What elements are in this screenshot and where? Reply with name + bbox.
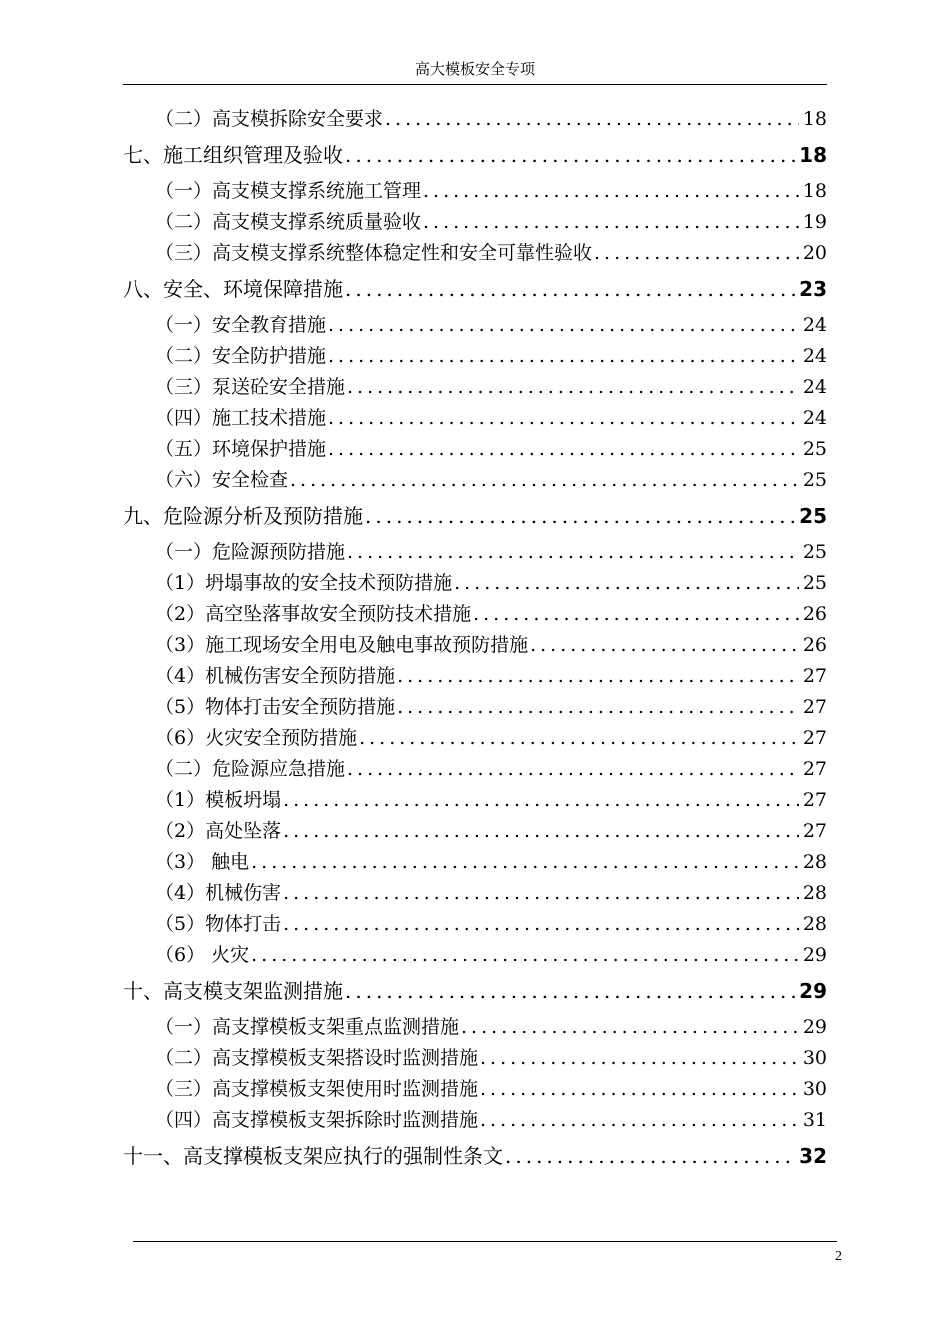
toc-chapter-entry[interactable]	[123, 1136, 827, 1177]
toc-entry-title: （三）高支模支撑系统整体稳定性和安全可靠性验收	[155, 242, 593, 264]
toc-section-entry[interactable]	[123, 878, 827, 909]
toc-dot-leader	[345, 537, 799, 568]
toc-entry-title: （2）高处坠落	[155, 820, 282, 842]
toc-dot-leader	[383, 104, 799, 135]
toc-section-entry[interactable]	[123, 723, 827, 754]
toc-section-entry[interactable]	[123, 341, 827, 372]
toc-entry-page: 30	[802, 1047, 827, 1069]
toc-entry-page: 27	[802, 665, 827, 687]
toc-section-entry[interactable]	[123, 403, 827, 434]
toc-dot-leader	[281, 785, 799, 816]
toc-dot-leader	[326, 341, 799, 372]
running-header	[123, 58, 827, 85]
toc-entry-title: 八、安全、环境保障措施	[123, 277, 343, 301]
toc-dot-leader	[345, 754, 799, 785]
toc-dot-leader	[395, 661, 799, 692]
toc-entry-page: 27	[802, 696, 827, 718]
toc-dot-leader	[326, 310, 799, 341]
table-of-contents	[123, 104, 827, 1177]
toc-section-entry[interactable]	[123, 310, 827, 341]
toc-entry-title: （6）火灾安全预防措施	[155, 727, 358, 749]
toc-entry-page: 26	[802, 634, 827, 656]
toc-entry-page: 20	[802, 242, 827, 264]
toc-dot-leader	[421, 176, 799, 207]
toc-section-entry[interactable]	[123, 847, 827, 878]
page-number: 2	[835, 1249, 842, 1264]
toc-entry-page: 24	[802, 407, 827, 429]
toc-entry-title: 七、施工组织管理及验收	[123, 143, 343, 167]
toc-dot-leader	[281, 878, 799, 909]
toc-dot-leader	[345, 372, 799, 403]
toc-dot-leader	[281, 816, 799, 847]
toc-dot-leader	[528, 630, 799, 661]
toc-dot-leader	[478, 1074, 799, 1105]
toc-entry-page: 26	[802, 603, 827, 625]
toc-entry-title: （三）高支撑模板支架使用时监测措施	[155, 1078, 479, 1100]
toc-entry-page: 28	[802, 913, 827, 935]
toc-entry-page: 24	[802, 345, 827, 367]
toc-section-entry[interactable]	[123, 661, 827, 692]
toc-dot-leader	[471, 599, 799, 630]
header-title: 高大模板安全专项	[414, 60, 535, 78]
toc-entry-title: （二）高支撑模板支架搭设时监测措施	[155, 1047, 479, 1069]
toc-dot-leader	[326, 403, 799, 434]
toc-section-entry[interactable]	[123, 372, 827, 403]
toc-section-entry[interactable]	[123, 599, 827, 630]
toc-entry-title: （四）施工技术措施	[155, 407, 327, 429]
toc-entry-page: 28	[802, 882, 827, 904]
toc-dot-leader	[343, 971, 795, 1012]
toc-entry-title: （5）物体打击	[155, 913, 282, 935]
footer-divider	[133, 1241, 837, 1242]
toc-entry-page: 18	[802, 108, 827, 130]
toc-entry-page: 32	[799, 1144, 827, 1168]
toc-entry-title: （6） 火灾	[155, 944, 250, 966]
toc-entry-title: （二）高支模支撑系统质量验收	[155, 211, 422, 233]
toc-entry-page: 31	[802, 1109, 827, 1131]
toc-chapter-entry[interactable]	[123, 971, 827, 1012]
toc-section-entry[interactable]	[123, 1012, 827, 1043]
toc-section-entry[interactable]	[123, 1074, 827, 1105]
toc-section-entry[interactable]	[123, 176, 827, 207]
toc-entry-page: 29	[802, 1016, 827, 1038]
toc-section-entry[interactable]	[123, 434, 827, 465]
toc-entry-page: 25	[799, 504, 827, 528]
toc-entry-page: 29	[799, 979, 827, 1003]
toc-section-entry[interactable]	[123, 754, 827, 785]
toc-section-entry[interactable]	[123, 568, 827, 599]
toc-entry-title: （4）机械伤害	[155, 882, 282, 904]
toc-entry-title: （一）高支模支撑系统施工管理	[155, 180, 422, 202]
toc-section-entry[interactable]	[123, 238, 827, 269]
toc-dot-leader	[326, 434, 799, 465]
toc-entry-page: 27	[802, 820, 827, 842]
toc-entry-page: 28	[802, 851, 827, 873]
toc-entry-title: （一）危险源预防措施	[155, 541, 346, 563]
toc-entry-title: （五）环境保护措施	[155, 438, 327, 460]
toc-dot-leader	[249, 847, 799, 878]
toc-entry-title: （一）高支撑模板支架重点监测措施	[155, 1016, 460, 1038]
toc-entry-title: （四）高支撑模板支架拆除时监测措施	[155, 1109, 479, 1131]
toc-entry-page: 23	[799, 277, 827, 301]
toc-entry-title: （3）施工现场安全用电及触电事故预防措施	[155, 634, 529, 656]
toc-section-entry[interactable]	[123, 785, 827, 816]
toc-section-entry[interactable]	[123, 537, 827, 568]
toc-section-entry[interactable]	[123, 630, 827, 661]
toc-chapter-entry[interactable]	[123, 269, 827, 310]
toc-entry-title: （二）安全防护措施	[155, 345, 327, 367]
toc-dot-leader	[452, 568, 799, 599]
toc-entry-page: 30	[802, 1078, 827, 1100]
toc-dot-leader	[478, 1043, 799, 1074]
toc-entry-title: （3） 触电	[155, 851, 250, 873]
toc-entry-page: 18	[802, 180, 827, 202]
toc-entry-title: （4）机械伤害安全预防措施	[155, 665, 396, 687]
toc-entry-page: 29	[802, 944, 827, 966]
toc-dot-leader	[288, 465, 799, 496]
toc-dot-leader	[343, 269, 795, 310]
toc-dot-leader	[459, 1012, 799, 1043]
toc-dot-leader	[395, 692, 799, 723]
toc-chapter-entry[interactable]	[123, 135, 827, 176]
toc-entry-title: （二）高支模拆除安全要求	[155, 108, 384, 130]
toc-dot-leader	[343, 135, 795, 176]
toc-section-entry[interactable]	[123, 1105, 827, 1136]
toc-entry-title: 十、高支模支架监测措施	[123, 979, 343, 1003]
toc-section-entry[interactable]	[123, 940, 827, 971]
toc-entry-title: （5）物体打击安全预防措施	[155, 696, 396, 718]
toc-entry-title: （二）危险源应急措施	[155, 758, 346, 780]
toc-section-entry[interactable]	[123, 207, 827, 238]
toc-dot-leader	[357, 723, 799, 754]
toc-entry-page: 27	[802, 758, 827, 780]
toc-entry-title: （1）模板坍塌	[155, 789, 282, 811]
toc-section-entry[interactable]	[123, 692, 827, 723]
toc-dot-leader	[421, 207, 799, 238]
toc-entry-page: 25	[802, 572, 827, 594]
toc-entry-page: 25	[802, 438, 827, 460]
toc-entry-title: （1）坍塌事故的安全技术预防措施	[155, 572, 453, 594]
toc-section-entry[interactable]	[123, 816, 827, 847]
toc-chapter-entry[interactable]	[123, 496, 827, 537]
toc-dot-leader	[281, 909, 799, 940]
toc-section-entry[interactable]	[123, 1043, 827, 1074]
toc-section-entry[interactable]	[123, 465, 827, 496]
toc-section-entry[interactable]	[123, 909, 827, 940]
toc-entry-page: 24	[802, 376, 827, 398]
toc-entry-page: 25	[802, 469, 827, 491]
toc-entry-page: 18	[799, 143, 827, 167]
toc-dot-leader	[503, 1136, 795, 1177]
toc-entry-page: 25	[802, 541, 827, 563]
toc-entry-page: 24	[802, 314, 827, 336]
toc-dot-leader	[592, 238, 799, 269]
toc-entry-page: 27	[802, 789, 827, 811]
toc-entry-title: （一）安全教育措施	[155, 314, 327, 336]
toc-section-entry[interactable]	[123, 104, 827, 135]
toc-entry-title: 九、危险源分析及预防措施	[123, 504, 363, 528]
toc-dot-leader	[363, 496, 795, 537]
toc-entry-page: 27	[802, 727, 827, 749]
toc-entry-title: （六）安全检查	[155, 469, 289, 491]
toc-entry-title: 十一、高支撑模板支架应执行的强制性条文	[123, 1144, 503, 1168]
toc-entry-title: （三）泵送砼安全措施	[155, 376, 346, 398]
toc-entry-title: （2）高空坠落事故安全预防技术措施	[155, 603, 472, 625]
toc-entry-page: 19	[802, 211, 827, 233]
toc-dot-leader	[478, 1105, 799, 1136]
toc-dot-leader	[249, 940, 799, 971]
